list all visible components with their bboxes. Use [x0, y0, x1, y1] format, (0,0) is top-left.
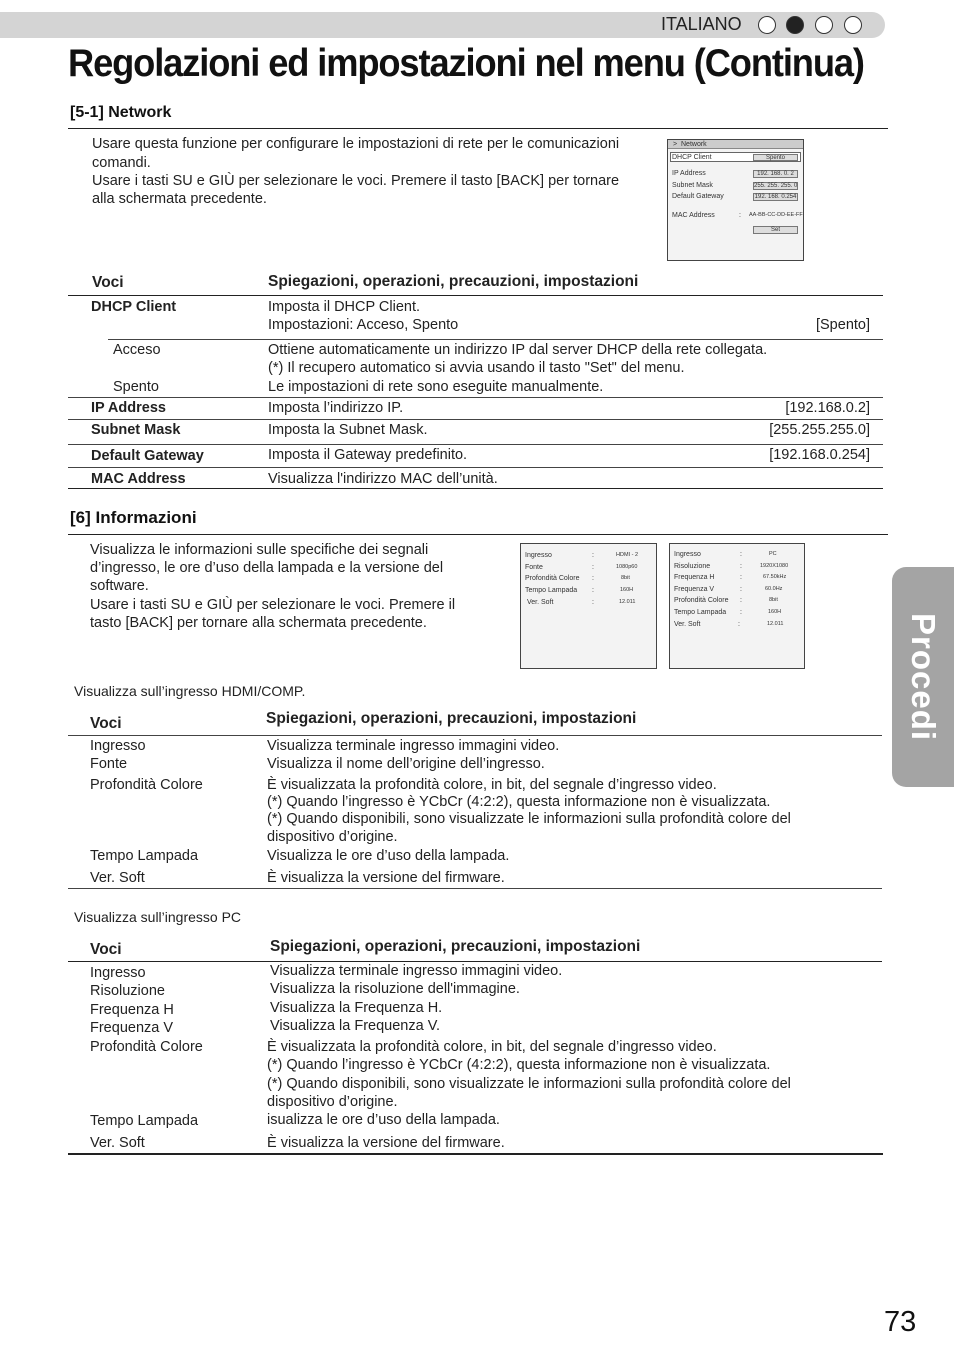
hdmi-row-name: Fonte: [90, 756, 128, 772]
screen-row-colon: :: [592, 564, 594, 571]
screen-row-value: 67.50kHz: [763, 574, 787, 580]
pc-row-name: Ingresso: [90, 965, 146, 981]
screen-ip-label: IP Address: [672, 170, 706, 177]
ip-address-default: [192.168.0.2]: [785, 400, 870, 416]
pc-info-screenshot: [669, 543, 805, 669]
language-label: ITALIANO: [661, 14, 742, 34]
screen-mask-value: 255. 255. 255. 0: [754, 183, 798, 189]
screen-row-colon: :: [592, 587, 594, 594]
ip-address-name: IP Address: [91, 400, 166, 416]
hdmi-row-name: Ver. Soft: [90, 870, 145, 886]
dhcp-client-settings: Impostazioni: Acceso, Spento: [268, 317, 459, 333]
subnet-mask-default: [255.255.255.0]: [769, 422, 870, 438]
acceso-note: (*) Il recupero automatico si avvia usando il tasto "Set" del menu.: [268, 360, 685, 376]
pc-table-col1: Voci: [90, 941, 122, 958]
hdmi-table-col1: Voci: [90, 715, 122, 732]
page-title: Regolazioni ed impostazioni nel menu (Continua): [68, 42, 864, 85]
dhcp-client-desc: Imposta il DHCP Client.: [268, 299, 421, 315]
screen-gateway-label: Default Gateway: [672, 193, 724, 200]
screen-row-label: Fonte: [525, 564, 543, 571]
info-intro-line: software.: [90, 578, 149, 594]
screen-row-value: 1920X1080: [760, 563, 789, 569]
acceso-name: Acceso: [113, 342, 161, 358]
screen-row-value: 12.011: [767, 621, 784, 627]
screen-row-value: 60.0Hz: [765, 586, 783, 592]
hdmi-info-screenshot: [520, 543, 657, 669]
screen-row-label: Ver. Soft: [674, 621, 701, 628]
screen-row-value: PC: [769, 551, 777, 557]
info-intro-line: Visualizza le informazioni sulle specifiche dei segnali: [90, 542, 429, 558]
network-intro-line: Usare questa funzione per configurare le impostazioni di rete per le comunicazioni: [92, 136, 620, 152]
pc-row-desc: Visualizza la Frequenza H.: [270, 1000, 443, 1016]
dhcp-client-name: DHCP Client: [91, 299, 177, 315]
subnet-mask-name: Subnet Mask: [91, 422, 181, 438]
screen-row-label: Frequenza H: [674, 574, 715, 581]
screen-mac-label: MAC Address: [672, 212, 715, 219]
network-heading: [5-1] Network: [70, 104, 172, 121]
hdmi-table-bottom-rule: [68, 888, 882, 889]
screen-title: Network: [681, 141, 707, 148]
side-tab-label: Procedi: [905, 612, 942, 742]
hdmi-caption: Visualizza sull’ingresso HDMI/COMP.: [74, 683, 306, 699]
pc-row-name: Frequenza V: [90, 1020, 174, 1036]
network-intro-line: alla schermata precedente.: [92, 191, 267, 207]
default-gateway-name: Default Gateway: [91, 448, 204, 464]
pc-row-name: Frequenza H: [90, 1002, 174, 1018]
pc-row-name: Tempo Lampada: [90, 1113, 199, 1129]
screen-row-colon: :: [592, 599, 594, 606]
hdmi-row-desc: È visualizzata la profondità colore, in bit, del segnale d’ingresso video.: [267, 777, 717, 793]
pc-row-desc: Visualizza terminale ingresso immagini video.: [270, 963, 563, 979]
screen-set-button: Set: [753, 226, 798, 234]
row-rule: [108, 339, 883, 340]
screen-mac-colon: :: [739, 212, 741, 219]
screen-row-label: Frequenza V: [674, 586, 715, 593]
row-rule: [68, 397, 883, 398]
pc-table-bottom-rule: [68, 1153, 883, 1155]
screen-row-colon: :: [740, 563, 742, 570]
pc-row-name: Ver. Soft: [90, 1135, 145, 1151]
pc-row-desc: (*) Quando disponibili, sono visualizzate le informazioni sulla profondità colore del: [267, 1076, 791, 1092]
hdmi-row-name: Tempo Lampada: [90, 848, 199, 864]
section-indicator-3: [815, 16, 833, 34]
subnet-mask-desc: Imposta la Subnet Mask.: [268, 422, 428, 438]
mac-address-name: MAC Address: [91, 471, 186, 487]
pc-row-desc: (*) Quando l’ingresso è YCbCr (4:2:2), questa informazione non è visualizzata.: [267, 1057, 771, 1073]
hdmi-table-header-rule: [68, 735, 882, 736]
hdmi-row-desc: (*) Quando l’ingresso è YCbCr (4:2:2), questa informazione non è visualizzata.: [267, 794, 771, 810]
info-heading: [6] Informazioni: [70, 508, 197, 527]
screen-row-colon: :: [740, 597, 742, 604]
hdmi-row-name: Profondità Colore: [90, 777, 203, 793]
screen-row-colon: :: [592, 552, 594, 559]
pc-row-desc: isualizza le ore d’uso della lampada.: [267, 1112, 500, 1128]
hdmi-row-desc: Visualizza le ore d’uso della lampada.: [267, 848, 510, 864]
hdmi-row-desc: (*) Quando disponibili, sono visualizzate le informazioni sulla profondità colore del: [267, 811, 791, 827]
screen-row-colon: :: [740, 574, 742, 581]
screen-dhcp-label: DHCP Client: [672, 154, 712, 161]
network-heading-rule: [68, 128, 888, 129]
screen-gateway-value: 192. 168. 0.254: [754, 194, 797, 200]
pc-row-name: Profondità Colore: [90, 1039, 203, 1055]
screen-row-value: 8bit: [769, 597, 778, 603]
screen-row-label: Ver. Soft: [527, 599, 554, 606]
screen-mac-value: AA-BB-CC-DD-EE-FF: [749, 212, 803, 218]
section-indicator-1: [758, 16, 776, 34]
pc-row-desc: È visualizzata la profondità colore, in bit, del segnale d’ingresso video.: [267, 1039, 717, 1055]
default-gateway-desc: Imposta il Gateway predefinito.: [268, 447, 468, 463]
hdmi-row-name: Ingresso: [90, 738, 146, 754]
info-heading-rule: [68, 534, 888, 535]
network-table-col2: Spiegazioni, operazioni, precauzioni, impostazioni: [268, 273, 639, 290]
page-number: 73: [884, 1306, 917, 1338]
screen-row-value: 12.011: [619, 599, 636, 605]
screen-row-label: Profondità Colore: [525, 575, 580, 582]
ip-address-desc: Imposta l’indirizzo IP.: [268, 400, 404, 416]
pc-caption: Visualizza sull’ingresso PC: [74, 909, 242, 925]
screen-row-label: Ingresso: [674, 551, 701, 558]
pc-row-name: Risoluzione: [90, 983, 165, 999]
language-bar: [0, 12, 885, 38]
section-indicator-4: [844, 16, 862, 34]
pc-row-desc: dispositivo d’origine.: [267, 1094, 398, 1110]
pc-row-desc: Visualizza la Frequenza V.: [270, 1018, 441, 1034]
hdmi-row-desc: Visualizza terminale ingresso immagini video.: [267, 738, 560, 754]
row-rule: [68, 444, 883, 445]
network-menu-screenshot: [667, 139, 804, 261]
screen-row-value: HDMI - 2: [616, 552, 638, 558]
network-intro-line: comandi.: [92, 155, 151, 171]
pc-table-col2: Spiegazioni, operazioni, precauzioni, impostazioni: [270, 938, 641, 955]
screen-row-colon: :: [740, 586, 742, 593]
screen-row-label: Profondità Colore: [674, 597, 729, 604]
network-intro-line: Usare i tasti SU e GIÙ per selezionare le voci. Premere il tasto [BACK] per tornare: [92, 173, 620, 189]
info-intro-line: tasto [BACK] per tornare alla schermata precedente.: [90, 615, 427, 631]
network-table-bottom-rule: [68, 488, 883, 489]
default-gateway-default: [192.168.0.254]: [769, 447, 870, 463]
screen-row-value: 8bit: [621, 575, 630, 581]
mac-address-desc: Visualizza l'indirizzo MAC dell’unità.: [268, 471, 498, 487]
spento-name: Spento: [113, 379, 159, 395]
screen-row-value: 1080p60: [616, 564, 638, 570]
row-rule: [68, 467, 883, 468]
hdmi-row-desc: dispositivo d’origine.: [267, 829, 398, 845]
screen-ip-value: 192. 168. 0. 2: [753, 170, 798, 178]
dhcp-client-default: [Spento]: [815, 317, 870, 333]
pc-row-desc: È visualizza la versione del firmware.: [267, 1135, 505, 1151]
screen-dhcp-value: Spento: [753, 154, 798, 161]
screen-row-colon: :: [592, 575, 594, 582]
info-intro-line: d’ingresso, le ore d’uso della lampada e la versione del: [90, 560, 444, 576]
screen-row-label: Ingresso: [525, 552, 552, 559]
screen-row-label: Risoluzione: [674, 563, 711, 570]
screen-row-colon: :: [740, 609, 742, 616]
network-table-header-rule: [68, 295, 883, 296]
pc-row-desc: Visualizza la risoluzione dell'immagine.: [270, 981, 520, 997]
screen-row-colon: :: [738, 621, 740, 628]
hdmi-row-desc: Visualizza il nome dell’origine dell’ingresso.: [267, 756, 545, 772]
section-indicator-2-active: [786, 16, 804, 34]
screen-row-colon: :: [740, 551, 742, 558]
network-table-col1: Voci: [92, 274, 124, 291]
screen-row-value: 160H: [768, 609, 782, 615]
chevron-right-icon: >: [673, 141, 678, 148]
row-rule: [68, 419, 883, 420]
hdmi-table-col2: Spiegazioni, operazioni, precauzioni, impostazioni: [266, 710, 637, 727]
info-intro-line: Usare i tasti SU e GIÙ per selezionare le voci. Premere il: [90, 597, 456, 613]
screen-row-label: Tempo Lampada: [525, 587, 578, 594]
screen-row-label: Tempo Lampada: [674, 609, 727, 616]
screen-mask-label: Subnet Mask: [672, 182, 713, 189]
screen-row-value: 160H: [620, 587, 634, 593]
acceso-desc: Ottiene automaticamente un indirizzo IP dal server DHCP della rete collegata.: [268, 342, 768, 358]
hdmi-row-desc: È visualizza la versione del firmware.: [267, 870, 505, 886]
spento-desc: Le impostazioni di rete sono eseguite manualmente.: [268, 379, 604, 395]
